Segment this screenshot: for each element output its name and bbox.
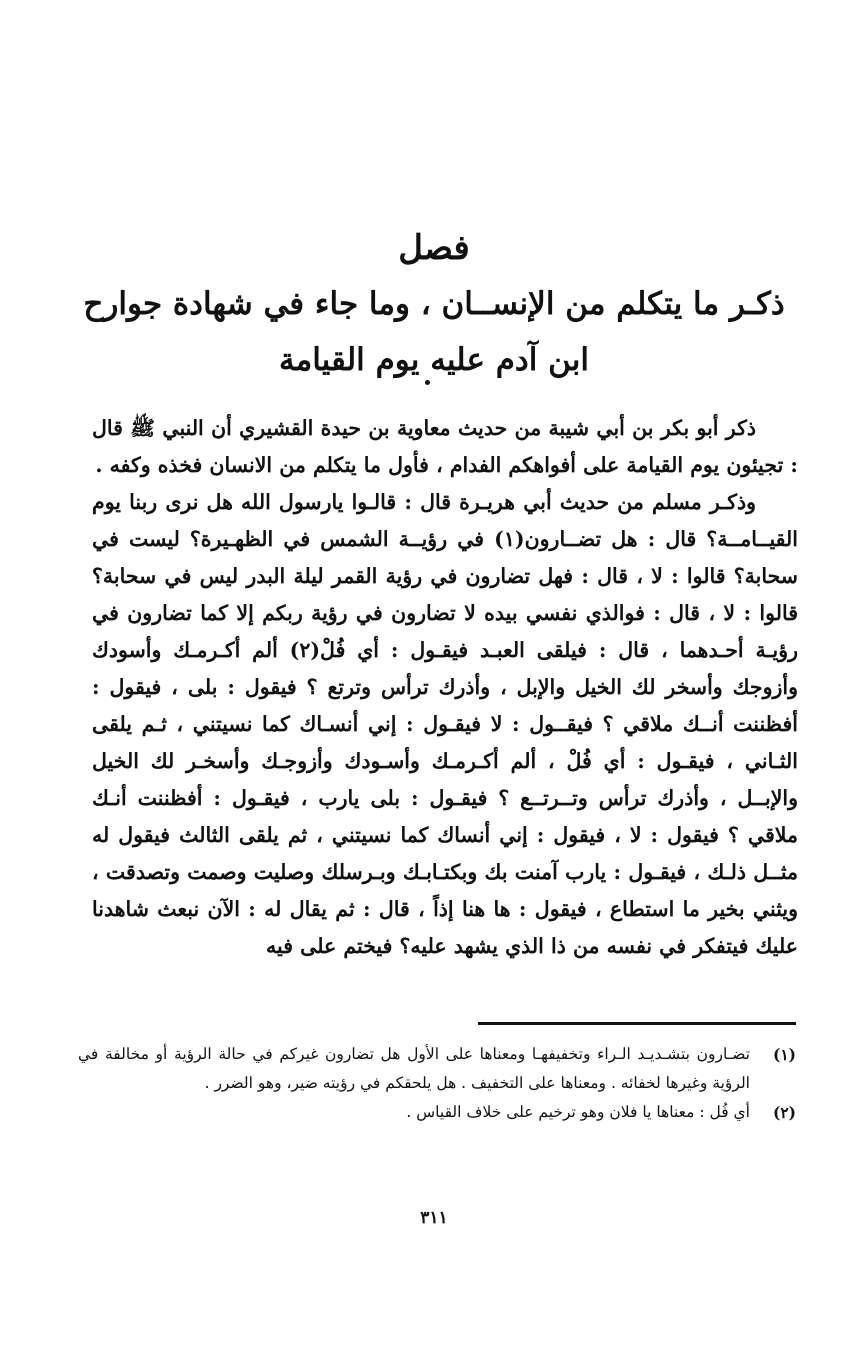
paragraph: وذكـر مسلم من حديث أبي هريـرة قال : قالـوا يارسول الله هل نرى ربنا يوم القيــامــة؟ قال : هل تضــارون(١) في رؤيــة الشمس في الظهـيرة؟ ليست في سحابة؟ قالوا : لا ، قال : فهل تضارون في رؤية القمر ليلة البدر ليس في سحابة؟ قالوا : لا ، قال : فوالذي نفسي بيده لا تضارون في رؤية ربكم إلا كما تضارون في رؤيـة أحـدهما ، قال : فيلقى العبـد فيقـول : أي فُلْ(٢) ألم أكـرمـك وأسودك وأزوجك وأسخر لك الخيل والإبل ، وأذرك ترأس وترتع ؟ فيقول : بلى ، فيقول : أفظننت أنــك ملاقي ؟ فيقــول : لا فيقـول : إني أنسـاك كما نسيتني ، ثـم يلقى الثـاني ، فيقـول : أي فُلْ ، ألم أكـرمـك وأسـودك وأزوجـك وأسخـر لك الخيل والإبــل ، وأذرك ترأس وتــرتــع ؟ فيقـول : بلى يارب ، فيقـول : أفظننت أنـك ملاقي ؟ فيقول : لا ، فيقول : إني أنساك كما نسيتني ، ثم يلقى الثالث فيقول له مثــل ذلـك ، فيقـول : يارب آمنت بك وبكتـابـك وبـرسلك وصليت وصمت وتصدقت ، ويثني بخير ما استطاع ، فيقول : ها هنا إذاً ، قال : ثم يقال له : الآن نبعث شاهدنا عليك فيتفكر في نفسه من ذا الذي يشهد عليه؟ فيختم على فيه [92, 490, 798, 958]
page-number: ٣١١ [420, 1208, 448, 1228]
footnote-separator [478, 1022, 796, 1025]
section-title: ذكـر ما يتكلم من الإنســان ، وما جاء في شهادة جوارح ابن آدم عليه يوم القيامة [83, 286, 785, 378]
heading [70, 220, 798, 388]
chapter-title: فصل [398, 228, 470, 268]
body-text [92, 410, 798, 965]
footnote-number: (٢) [772, 1103, 796, 1122]
footnote [78, 1040, 796, 1098]
footnote [78, 1098, 796, 1127]
footnote-text: تضـارون بتشـديـد الـراء وتخفيفهـا ومعناها على الأول هل تضارون غيركم في حالة الرؤية أو مخالفة في الرؤية وغيرها لخفائه . ومعناها على التخفيف . هل يلحقكم في رؤيته ضير، وهو الضرر . [78, 1045, 750, 1092]
footnotes [78, 1040, 796, 1127]
ornament-dot [425, 380, 430, 385]
footnote-number: (١) [772, 1045, 796, 1064]
footnote-text: أي فُل : معناها يا فلان وهو ترخيم على خلاف القياس . [406, 1103, 750, 1121]
paragraph: ذكر أبو بكر بن أبي شيبة من حديث معاوية بن حيدة القشيري أن النبي ﷺ قال : تجيئون يوم القيامة على أفواهكم الفدام ، فأول ما يتكلم من الانسان فخذه وكفه . [92, 416, 798, 477]
